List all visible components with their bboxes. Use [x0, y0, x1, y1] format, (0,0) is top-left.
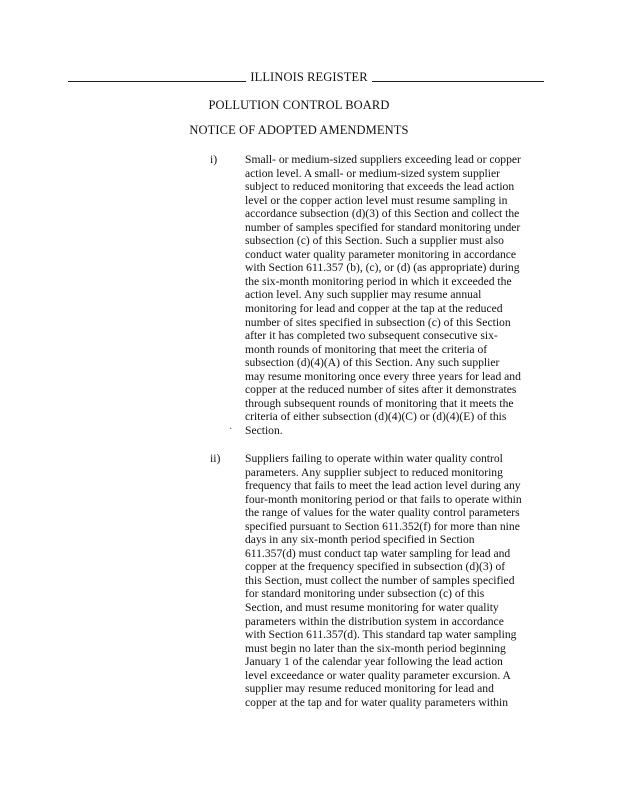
text-line: copper at the reduced number of sites after it demonstrates [245, 383, 517, 397]
text-line: number of sites specified in subsection (c) of this Section [245, 315, 511, 329]
text-line: subsection (d)(4)(A) of this Section. Any such supplier [245, 356, 500, 370]
text-line: with Section 611.357 (b), (c), or (d) (as appropriate) during [245, 261, 520, 275]
text-line: must begin no later than the six-month period beginning [245, 641, 506, 655]
text-line: criteria of either subsection (d)(4)(C) or (d)(4)(E) of this [245, 410, 507, 424]
text-line: monitoring for lead and copper at the tap at the reduced [245, 302, 503, 316]
paragraph-number: ii) [210, 451, 221, 465]
text-line: four-month monitoring period or that fails to operate within [245, 492, 522, 506]
text-line: days in any six-month period specified in Section [245, 533, 475, 547]
notice-title: NOTICE OF ADOPTED AMENDMENTS [0, 123, 608, 137]
text-line: for standard monitoring under subsection (c) of this [245, 587, 485, 601]
text-line: Section, and must resume monitoring for water quality [245, 601, 499, 615]
text-line: supplier may resume reduced monitoring for lead and [245, 682, 494, 696]
text-line: subsection (c) of this Section. Such a supplier must also [245, 234, 504, 248]
board-title: POLLUTION CONTROL BOARD [0, 98, 608, 112]
text-line: number of samples specified for standard monitoring under [245, 220, 521, 234]
register-title: ILLINOIS REGISTER [0, 70, 618, 84]
text-line: may resume monitoring once every three years for lead and [245, 369, 521, 383]
text-line: parameters within the distribution system in accordance [245, 614, 504, 628]
text-line: specified pursuant to Section 611.352(f) for more than nine [245, 519, 520, 533]
text-line: this Section, must collect the number of samples specified [245, 573, 515, 587]
text-line: conduct water quality parameter monitoring in accordance [245, 247, 517, 261]
text-line: Section. [245, 423, 283, 437]
text-line: the six-month monitoring period in which it exceeded the [245, 274, 512, 288]
text-line: accordance subsection (d)(3) of this Section and collect the [245, 207, 520, 221]
text-line: parameters. Any supplier subject to reduced monitoring [245, 465, 503, 479]
paragraph-text [245, 452, 545, 709]
paragraph-number: i) [210, 152, 218, 166]
text-line: action level. A small- or medium-sized system supplier [245, 166, 501, 180]
margin-mark: · [229, 424, 233, 435]
text-line: level exceedance or water quality parameter excursion. A [245, 668, 511, 682]
text-line: level or the copper action level must resume sampling in [245, 193, 508, 207]
text-line: action level. Any such supplier may resume annual [245, 288, 482, 302]
text-line: through subsequent rounds of monitoring that it meets the [245, 396, 514, 410]
text-line: 611.357(d) must conduct tap water sampling for lead and [245, 546, 511, 560]
text-line: month rounds of monitoring that meet the criteria of [245, 342, 488, 356]
text-line: copper at the tap and for water quality parameters within [245, 695, 509, 709]
text-line: copper at the frequency specified in subsection (d)(3) of [245, 560, 506, 574]
text-line: the range of values for the water quality control parameters [245, 506, 520, 520]
text-line: frequency that fails to meet the lead action level during any [245, 479, 521, 493]
text-line: subject to reduced monitoring that exceeds the lead action [245, 180, 515, 194]
text-line: after it has completed two subsequent consecutive six- [245, 329, 498, 343]
paragraph-text [245, 153, 545, 437]
text-line: January 1 of the calendar year following the lead action [245, 655, 503, 669]
text-line: Suppliers failing to operate within water quality control [245, 452, 503, 465]
text-line: Small- or medium-sized suppliers exceeding lead or copper [245, 153, 521, 166]
text-line: with Section 611.357(d). This standard tap water sampling [245, 628, 517, 642]
